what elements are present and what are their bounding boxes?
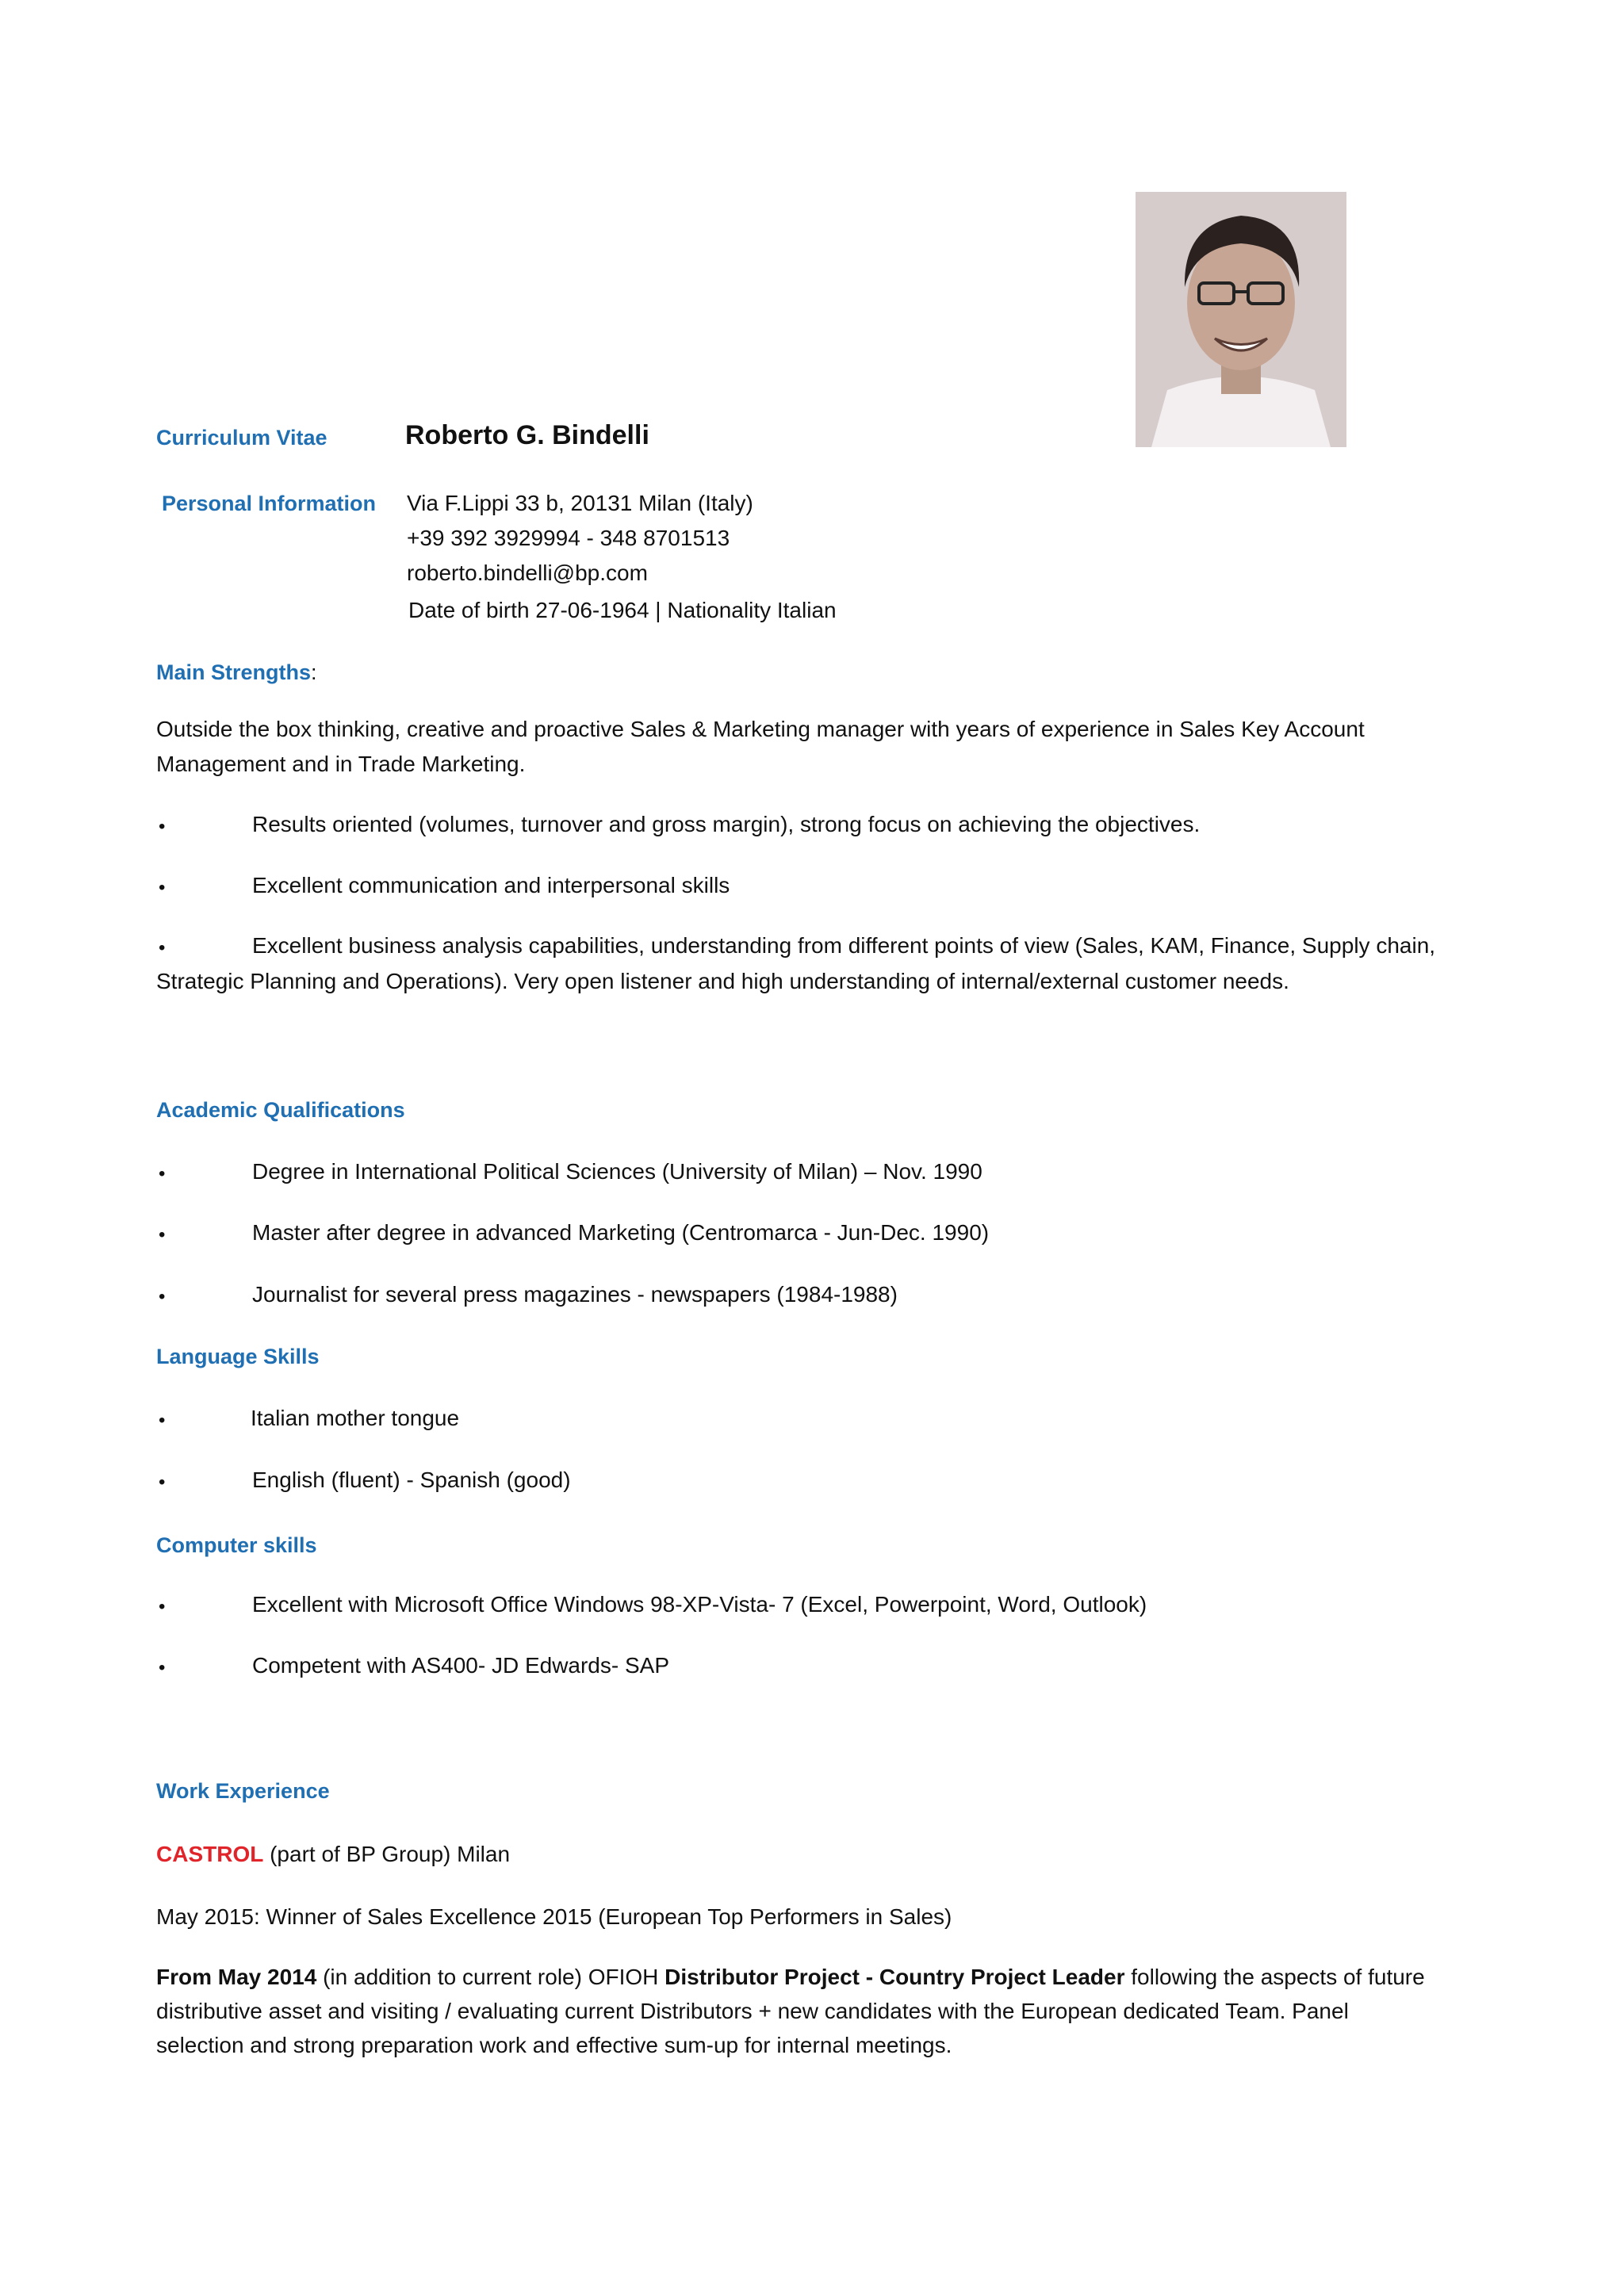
email-address: roberto.bindelli@bp.com	[407, 561, 648, 585]
cv-label: Curriculum Vitae	[156, 426, 327, 450]
phone-numbers: +39 392 3929994 - 348 8701513	[407, 526, 730, 550]
bullet-marker: •	[159, 1410, 166, 1431]
portrait-image	[1136, 192, 1346, 447]
bullet-marker: •	[159, 816, 166, 837]
strength-bullet-1: Results oriented (volumes, turnover and gross margin), strong focus on achieving the objectives.	[252, 812, 1201, 836]
language-bullet-1: Italian mother tongue	[251, 1406, 460, 1430]
academic-bullet-1: Degree in International Political Sciences (University of Milan) – Nov. 1990	[252, 1159, 982, 1184]
role-description-start: following the aspects of future	[1124, 1965, 1425, 1989]
candidate-name: Roberto G. Bindelli	[405, 420, 649, 450]
strengths-heading: Main Strengths	[156, 660, 312, 684]
computer-bullet-1: Excellent with Microsoft Office Windows 98-XP-Vista- 7 (Excel, Powerpoint, Word, Outlook)	[252, 1592, 1147, 1617]
role-date: From May 2014	[156, 1965, 317, 1989]
profile-photo	[1136, 192, 1346, 447]
language-heading: Language Skills	[156, 1345, 320, 1368]
award-line: May 2015: Winner of Sales Excellence 2015 (European Top Performers in Sales)	[156, 1904, 952, 1929]
personal-info-label: Personal Information	[162, 492, 377, 515]
academic-bullet-2: Master after degree in advanced Marketing (Centromarca - Jun-Dec. 1990)	[252, 1220, 990, 1245]
bullet-marker: •	[159, 1596, 166, 1617]
birth-nationality: Date of birth 27-06-1964 | Nationality Italian	[408, 598, 837, 622]
role-line-1	[156, 1960, 1425, 1995]
bullet-marker: •	[159, 1224, 166, 1246]
strengths-colon: :	[311, 660, 317, 684]
role-line-3: selection and strong preparation work and effective sum-up for internal meetings.	[156, 2033, 952, 2057]
company-line	[156, 1837, 510, 1872]
computer-heading: Computer skills	[156, 1533, 317, 1557]
computer-bullet-2: Competent with AS400- JD Edwards- SAP	[252, 1653, 670, 1678]
bullet-marker: •	[159, 1286, 166, 1307]
academic-heading: Academic Qualifications	[156, 1098, 405, 1122]
bullet-marker: •	[159, 1163, 166, 1184]
role-title: Distributor Project - Country Project Leader	[665, 1965, 1125, 1989]
strength-bullet-3-continuation: Strategic Planning and Operations). Very open listener and high understanding of internal/external customer needs.	[156, 969, 1289, 993]
strengths-intro: Outside the box thinking, creative and proactive Sales & Marketing manager with years of experience in Sales Key Account Management and in Trade Marketing.	[156, 717, 1365, 776]
bullet-marker: •	[159, 877, 166, 898]
bullet-marker: •	[159, 1657, 166, 1678]
strength-bullet-2: Excellent communication and interpersonal skills	[252, 873, 730, 897]
role-context: (in addition to current role) OFIOH	[316, 1965, 665, 1989]
strength-bullet-3: Excellent business analysis capabilities, understanding from different points of view (Sales, KAM, Finance, Supply chain,	[252, 933, 1436, 958]
bullet-marker: •	[159, 937, 166, 959]
address: Via F.Lippi 33 b, 20131 Milan (Italy)	[407, 491, 753, 515]
academic-bullet-3: Journalist for several press magazines - newspapers (1984-1988)	[252, 1282, 898, 1307]
company-details: (part of BP Group) Milan	[263, 1842, 511, 1866]
language-bullet-2: English (fluent) - Spanish (good)	[252, 1468, 571, 1492]
company-name: CASTROL	[156, 1842, 264, 1866]
work-heading: Work Experience	[156, 1779, 330, 1803]
role-line-2: distributive asset and visiting / evaluating current Distributors + new candidates with the European dedicated Team. Panel	[156, 1999, 1349, 2023]
bullet-marker: •	[159, 1471, 166, 1493]
strengths-heading-row	[156, 660, 317, 685]
